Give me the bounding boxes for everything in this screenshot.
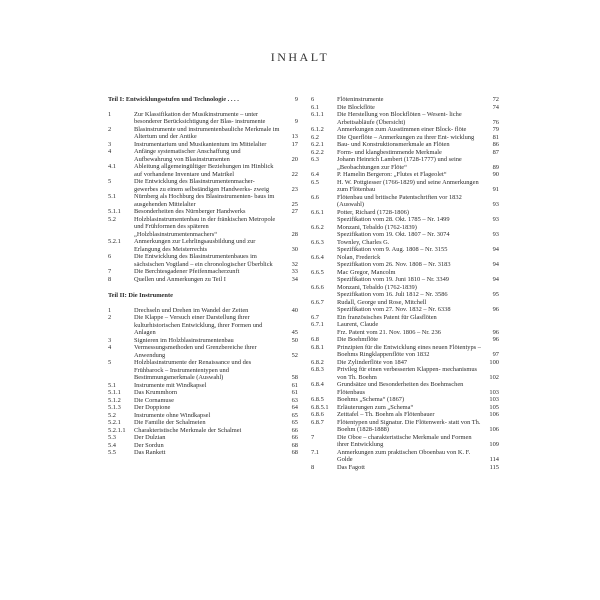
toc-entry-title: Drechseln und Drehen im Wandel der Zeiten [134,306,249,314]
toc-entry-number: 6.3 [311,156,319,163]
toc-entry-number: 5.1 [108,381,116,389]
toc-entry-title: Vermessungsmethoden und Grenzbereiche ihrer Anwendung [134,344,257,359]
toc-entry-title: Die Boehmflöte [337,336,378,343]
toc-entry-number: 5 [108,178,112,185]
toc-entry-page: 9 [294,96,298,103]
toc-entry-title: Spezifikation vom 19. Juni 1810 – Nr. 3349 [337,276,450,283]
toc-entry-page: 68 [291,441,298,449]
toc-entry-number: 6.8.2 [311,358,324,366]
toc-spacer [108,300,298,307]
toc-entry-page: 86 [492,141,499,148]
toc-entry [108,442,298,450]
toc-entry-title: Instrumente ohne Windkapsel [134,411,211,419]
toc-entry-number: 7 [311,433,315,441]
toc-entry [108,193,298,208]
toc-entry-number: 6.6.4 [311,253,324,261]
toc-entry [108,178,298,193]
toc-entry-page: 90 [492,171,499,178]
toc-entry [108,126,298,141]
toc-entry-number: 6.6.3 [311,238,324,246]
toc-entry-number: 7.1 [311,448,319,456]
toc-entry [108,314,298,337]
toc-entry-page: 96 [492,306,499,313]
toc-entry-number: 4 [108,148,112,155]
toc-entry-title: Blasinstrumente und instrumentenbauliche Merkmale im Altertum und der Antike [134,125,280,140]
toc-entry-number: 4 [108,344,112,351]
toc-entry-title: Teil II: Die Instrumente [108,292,173,299]
toc-entry-title: Die Entwicklung des Blasinstrumentenmacher- gewerbes zu einem selbständigen Handwerks- zweig [134,178,270,193]
toc-entry-number: 5.2 [108,411,116,419]
toc-entry-title: Prinzipien für die Entwicklung eines neuen Flötentyps – Boehms Ringklappenflöte von 1832 [337,343,481,358]
toc-entry-page: 32 [291,260,298,268]
toc-entry [311,111,499,126]
toc-entry [311,419,499,434]
toc-entry-number: 5.3 [108,434,116,441]
toc-entry-number: 6.6.2 [311,223,324,231]
toc-entry [108,389,298,397]
toc-entry-page: 100 [489,358,499,366]
toc-entry-page: 96 [492,328,499,336]
toc-entry-title: H. W. Pottgiesser (1766-1829) und seine Anmerkungen zum Flötenbau [337,178,479,193]
toc-entry-page: 23 [291,185,298,193]
toc-entry-title: Laurent, Claude [337,321,379,328]
toc-entry-title: Die Querflöte – Anmerkungen zu ihrer Ent- wicklung [337,133,475,141]
toc-entry-page: 94 [492,261,499,268]
toc-entry [108,148,298,163]
toc-entry-title: Frz. Patent vom 21. Nov. 1806 – Nr. 236 [337,328,441,336]
toc-entry-title: Anmerkungen zum Ausstimmen einer Block- flöte [337,126,467,133]
toc-entry [108,359,298,382]
toc-entry [311,284,499,292]
toc-entry-number: 6.8.6 [311,411,324,418]
toc-entry-page: 103 [489,396,499,403]
toc-entry-page: 66 [291,426,298,434]
toc-entry-title: Quellen und Anmerkungen zu Teil I [134,275,226,283]
toc-entry-title: Instrumentarium und Musikantentum im Mittelalter [134,140,267,148]
toc-entry [311,411,499,419]
toc-entry [108,449,298,457]
toc-entry-page: 40 [291,306,298,314]
toc-entry [311,254,499,262]
toc-entry-number: 6.6.5 [311,268,324,276]
toc-entry-title: Die Entwicklung des Blasinstrumentenbaues im sächsischen Vogtland – ein chronologischer Überblick [134,253,273,268]
toc-entry-title: Flötentypen und Signatur. Die Flötenwerk- statt von Th. Boehm (1828-1888) [337,418,481,433]
toc-entry [108,427,298,435]
toc-entry-number: 5.1.3 [108,404,121,411]
toc-entry-title: Bau- und Konstruktionsmerkmale an Flöten [337,141,450,148]
toc-entry-title: Die Blockflöte [337,103,375,111]
toc-entry-page: 115 [489,463,499,471]
toc-right-column [311,96,499,471]
toc-entry [311,194,499,209]
toc-entry-title: Form- und klangbestimmende Merkmale [337,148,442,156]
toc-entry-page: 22 [291,170,298,178]
toc-entry-page: 25 [291,200,298,208]
toc-entry-page: 114 [489,456,499,463]
toc-section-heading [108,96,298,104]
toc-entry-number: 6.8.1 [311,343,324,351]
toc-entry-page: 95 [492,291,499,298]
toc-entry [108,253,298,268]
toc-entry [311,216,499,224]
toc-entry [108,434,298,442]
toc-entry [108,419,298,427]
toc-entry-number: 6.8.3 [311,366,324,373]
toc-entry-page: 106 [489,426,499,433]
toc-entry [311,246,499,254]
toc-entry [108,111,298,126]
toc-entry-number: 8 [108,275,112,283]
toc-entry-title: Die Cornamuse [134,396,174,404]
toc-entry-page: 106 [489,411,499,418]
toc-entry-page: 93 [492,231,499,238]
toc-entry-number: 5 [108,359,112,366]
toc-entry-title: Die Klappe – Versuch einer Darstellung ihrer kulturhistorischen Entwicklung, ihrer Formen und Anlagen [134,314,263,336]
toc-entry-title: Townley, Charles G. [337,238,390,246]
toc-entry [311,404,499,412]
toc-entry-title: Monzani, Tebaldo (1762-1839) [337,223,417,231]
toc-entry-page: 79 [492,126,499,133]
toc-entry-title: Flötenbau und britische Patentschriften vor 1832 (Auswahl) [337,193,462,208]
toc-entry [311,149,499,157]
toc-entry-page: 102 [489,373,499,381]
toc-entry-page: 30 [291,245,298,253]
toc-entry-title: Anmerkungen zum praktischen Oboenbau von K. F. Golde [337,448,471,463]
toc-entry-number: 6.8.7 [311,418,324,426]
toc-entry-page: 97 [492,351,499,358]
toc-entry [311,434,499,449]
toc-entry [311,239,499,247]
toc-entry-page: 94 [492,246,499,253]
toc-entry-number: 5.2 [108,215,116,223]
toc-entry [311,209,499,217]
toc-entry-title: Spezifikation vom 28. Okt. 1785 – Nr. 1499 [337,216,450,223]
toc-entry [108,216,298,239]
toc-entry [108,163,298,178]
toc-section-heading [108,292,298,300]
toc-entry-number: 6.8.4 [311,381,324,388]
toc-entry-number: 6.4 [311,171,319,178]
toc-entry-page: 20 [291,155,298,163]
toc-entry-number: 2 [108,125,112,133]
toc-entry-title: Instrumente mit Windkapsel [134,381,207,389]
toc-entry [108,208,298,216]
toc-entry-title: Das Rankett [134,449,166,456]
toc-entry-page: 52 [291,351,298,359]
toc-entry [108,344,298,359]
toc-entry-page: 109 [489,441,499,448]
toc-entry-number: 6.2.1 [311,141,324,148]
toc-entry-title: Anmerkungen zur Lehrlingsausbildung und zur Erlangung des Meisterrechts [134,238,256,253]
toc-entry-number: 5.1.1 [108,208,121,215]
toc-entry-page: 76 [492,118,499,126]
toc-entry-number: 6.5 [311,178,319,186]
toc-entry [311,396,499,404]
toc-entry [311,366,499,381]
toc-entry-page: 45 [291,329,298,336]
toc-entry [311,156,499,171]
toc-entry [311,231,499,239]
toc-entry [311,314,499,322]
toc-entry [108,412,298,420]
toc-entry-number: 6.8.5.1 [311,403,329,411]
toc-entry-number: 6.8.5 [311,396,324,403]
toc-entry [311,96,499,104]
toc-entry-title: Spezifikation vom 26. Nov. 1808 – Nr. 3183 [337,261,451,268]
toc-entry-title: Spezifikation vom 19. Okt. 1807 – Nr. 3074 [337,231,450,238]
toc-entry-title: Charakteristische Merkmale der Schalmei [134,426,242,434]
toc-entry-title: Die Berchtesgadener Pfeifenmacherzunft [134,268,240,275]
toc-entry-page: 65 [291,419,298,426]
toc-entry [311,276,499,284]
toc-entry-number: 6.6.7 [311,298,324,306]
toc-entry-page: 64 [291,404,298,411]
toc-entry-title: Spezifikation vom 27. Nov. 1832 – Nr. 6338 [337,306,451,313]
toc-entry [311,261,499,269]
toc-entry-page: 58 [291,374,298,381]
toc-entry-title: Grundsätze und Besonderheiten des Boehmschen Flötenbaus [337,381,464,396]
toc-entry-page: 17 [291,140,298,148]
toc-entry-title: Teil I: Entwicklungsstufen und Technologie . . . . [108,96,239,103]
toc-entry-title: Anfänge systematischer Anschaffung und Aufbewahrung von Blasinstrumenten [134,148,241,163]
toc-entry-title: Potter, Richard (1728-1806) [337,208,409,216]
toc-entry-number: 6.7.1 [311,321,324,328]
toc-entry [108,268,298,276]
toc-entry-page: 89 [492,163,499,171]
toc-entry-title: Nolan, Frederick [337,253,381,261]
toc-entry-number: 5.2.1 [108,238,121,245]
toc-entry-title: Die Oboe – charakteristische Merkmale und Formen ihrer Entwicklung [337,433,472,448]
toc-entry [311,306,499,314]
toc-entry-number: 6.6.1 [311,208,324,216]
toc-entry [108,397,298,405]
toc-entry-page: 9 [294,118,298,125]
toc-entry-number: 6.7 [311,313,319,321]
toc-entry-page: 61 [291,389,298,396]
toc-entry-title: Zur Klassifikation der Musikinstrumente – unter besonderer Berücksichtigung der Blas- instrumente [134,110,266,125]
toc-entry-title: Mac Gregor, Mancolm [337,268,396,276]
toc-entry-number: 3 [108,336,112,344]
toc-entry-page: 81 [492,133,499,141]
toc-entry-title: Flöteninstrumente [337,96,384,103]
toc-entry-title: Nürnberg als Hochburg des Blasinstrumenten- baus im ausgehenden Mittelalter [134,193,275,208]
toc-entry-page: 105 [489,403,499,411]
toc-entry-title: Der Doppione [134,404,171,411]
toc-entry [311,449,499,464]
toc-entry-title: Signieren im Holzblasinstrumentenbau [134,336,234,344]
toc-entry [108,238,298,253]
toc-entry [311,134,499,142]
toc-entry-page: 61 [291,381,298,389]
toc-entry [311,299,499,307]
toc-entry-page: 13 [291,133,298,140]
toc-entry [108,141,298,149]
toc-entry-title: Holzblasinstrumente der Renaissance und des Frühbarock – Instrumententypen und Bestimmungsmerkmale (Auswahl) [134,359,252,381]
toc-entry-page: 33 [291,268,298,275]
toc-entry-number: 6 [311,96,315,103]
toc-entry-number: 6.6 [311,193,319,201]
toc-entry-page: 72 [492,96,499,103]
toc-entry-number: 6.6.6 [311,283,324,291]
toc-entry [311,126,499,134]
toc-entry-page: 28 [291,230,298,238]
toc-entry [108,307,298,315]
toc-entry [311,104,499,112]
toc-entry-page: 63 [291,396,298,404]
toc-entry [311,269,499,277]
toc-entry-title: Die Zylinderflöte von 1847 [337,358,408,366]
toc-entry-page: 91 [492,186,499,193]
toc-entry-page: 65 [291,411,298,419]
toc-entry-number: 6 [108,253,112,260]
toc-entry-title: Der Dulzian [134,434,166,441]
toc-entry-title: Besonderheiten des Nürnberger Handwerks [134,208,246,215]
toc-entry-page: 93 [492,216,499,223]
toc-entry-title: Monzani, Tebaldo (1762-1839) [337,283,417,291]
toc-entry [311,321,499,329]
toc-entry-title: Die Herstellung von Blockflöten – Wesent- liche Arbeitsabläufe (Übersicht) [337,111,462,126]
toc-entry [311,329,499,337]
toc-entry [311,359,499,367]
toc-entry-title: Die Familie der Schalmeien [134,419,206,426]
toc-entry [108,382,298,390]
toc-entry-title: Das Fagott [337,463,365,471]
toc-entry-title: Boehms „Schema“ (1867) [337,396,405,403]
toc-entry-number: 5.5 [108,449,116,456]
toc-entry-title: Spezifikation vom 16. Juli 1812 – Nr. 3586 [337,291,448,298]
toc-entry-page: 74 [492,103,499,111]
toc-entry [108,404,298,412]
toc-entry-number: 5.4 [108,441,116,449]
toc-spacer [108,104,298,111]
toc-entry-title: Johann Heinrich Lambert (1728-1777) und seine „Beobachtungen zur Flöte“ [337,156,462,171]
toc-entry-number: 6.1.1 [311,111,324,118]
toc-entry-page: 93 [492,201,499,208]
toc-entry-number: 3 [108,140,112,148]
toc-entry [311,344,499,359]
toc-entry-number: 1 [108,306,112,314]
toc-entry-title: Erläuterungen zum „Schema“ [337,403,414,411]
toc-entry-number: 5.2.1 [108,419,121,426]
toc-entry [311,464,499,472]
toc-entry [311,381,499,396]
toc-entry-title: Privileg für einen verbesserten Klappen- mechanismus von Th. Boehm [337,366,478,381]
toc-entry-number: 7 [108,268,112,275]
toc-entry-title: Der Sordun [134,441,164,449]
toc-entry-number: 5.1 [108,193,116,200]
toc-entry [311,336,499,344]
toc-entry-page: 68 [291,449,298,456]
toc-entry [311,224,499,232]
toc-entry-title: Rudall, George und Rose, Mitchell [337,298,427,306]
toc-entry-page: 94 [492,276,499,283]
toc-entry [311,179,499,194]
toc-entry-title: Spezifikation vom 9. Aug. 1808 – Nr. 3155 [337,246,448,253]
toc-entry-page: 87 [492,148,499,156]
toc-entry-title: Ableitung allgemeingültiger Beziehungen im Hinblick auf vorhandene Inventare und Matrikel [134,163,274,178]
toc-entry-page: 103 [489,388,499,396]
toc-entry-title: Holzblasinstrumentenbau in der fränkischen Metropole und Frühformen des späteren „Holzblasinstrumentenmachers“ [134,215,276,238]
toc-entry-number: 8 [311,463,315,471]
toc-entry-number: 5.2.1.1 [108,426,126,434]
toc-entry-title: Das Krummhorn [134,389,178,396]
toc-entry-page: 27 [291,208,298,215]
toc-entry-number: 6.2 [311,133,319,141]
toc-entry [311,291,499,299]
toc-entry-number: 5.1.2 [108,396,121,404]
toc-entry-title: Zeittafel – Th. Boehm als Flötenbauer [337,411,435,418]
toc-entry-page: 50 [291,336,298,344]
toc-entry-page: 96 [492,336,499,343]
toc-entry [108,337,298,345]
page-title: INHALT [270,50,330,64]
toc-entry-page: 34 [291,275,298,283]
toc-entry-title: P. Hamelin Bergeron: „Flutes et Flageolet“ [337,171,447,178]
toc-entry [311,171,499,179]
toc-entry-number: 6.1.2 [311,126,324,133]
toc-entry [311,141,499,149]
toc-entry-number: 6.1 [311,103,319,111]
toc-entry-number: 5.1.1 [108,389,121,396]
toc-entry-number: 6.8 [311,336,319,343]
toc-entry-title: Ein französisches Patent für Glasflöten [337,313,437,321]
toc-entry [108,276,298,284]
toc-left-column [108,96,298,457]
toc-entry-page: 66 [291,434,298,441]
toc-entry-number: 4.1 [108,163,116,170]
toc-spacer [108,283,298,292]
toc-entry-number: 2 [108,314,112,321]
toc-entry-number: 6.2.2 [311,148,324,156]
toc-entry-number: 1 [108,110,112,118]
